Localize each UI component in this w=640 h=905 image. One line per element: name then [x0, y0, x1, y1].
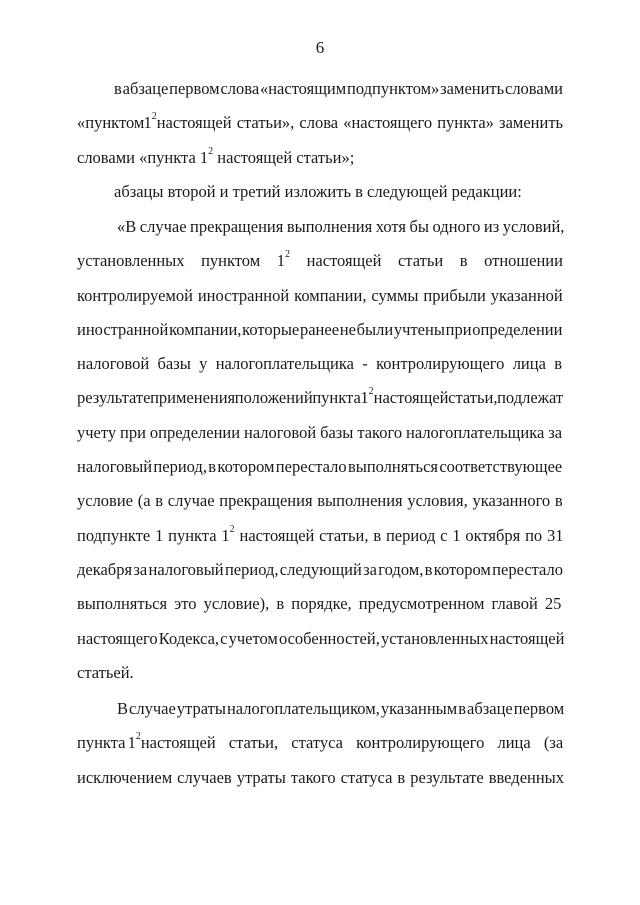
text-run: «пунктом 1 — [77, 113, 152, 133]
text-run: 1 — [276, 251, 285, 271]
superscript: 2 — [229, 523, 235, 535]
paragraph-amendment-words — [77, 72, 563, 175]
text-run: результате применения положений пункта 1 — [77, 388, 369, 408]
paragraph-paragraphs-restated — [77, 175, 563, 209]
text-run: настоящей статьи, подлежат — [373, 388, 564, 408]
superscript: 2 — [151, 111, 157, 123]
superscript: 2 — [208, 145, 214, 157]
text-line — [77, 72, 563, 106]
word: пунктом — [201, 251, 261, 271]
word: установленных — [77, 251, 185, 271]
text-run: пункта 1 — [77, 733, 136, 753]
text-line: иностранной компании, которые ранее не были учтены при определении — [77, 319, 563, 339]
text-run: подпункте 1 пункта 1 — [77, 525, 230, 545]
word: статьи — [397, 251, 444, 271]
text-line: условие (а в случае прекращения выполнения условия, указанного в — [77, 491, 563, 511]
word: настоящей — [306, 251, 382, 271]
paragraph-quoted-text — [77, 210, 563, 690]
text-line: налоговый период, в котором перестало выполняться соответствующее — [77, 457, 563, 477]
superscript: 2 — [135, 731, 141, 743]
text-fragment: настоящей статьи», слова «настоящего пункта» заменить — [156, 113, 564, 133]
text-line: В случае утраты налогоплательщиком, указанным в абзаце первом — [117, 699, 565, 718]
text-fragment: настоящей статьи, статуса контролирующего лица (за — [140, 733, 564, 753]
page-number: 6 — [315, 38, 325, 57]
text-line: абзацы второй и третий изложить в следующей редакции: — [114, 182, 522, 201]
word — [277, 244, 290, 278]
superscript: 2 — [285, 249, 290, 261]
text-line: налоговой базы у налогоплательщика - контролирующего лица в — [77, 354, 563, 374]
text-line — [77, 726, 563, 760]
text-line: контролируемой иностранной компании, суммы прибыли указанной — [77, 285, 563, 305]
text-line — [77, 519, 563, 553]
superscript: 2 — [368, 386, 374, 398]
text-line: декабря за налоговый период, следующий за годом, в котором перестало — [77, 559, 564, 579]
text-fragment — [77, 106, 157, 140]
text-line: исключением случаев утраты такого статуса в результате введенных — [77, 767, 565, 787]
text-line — [77, 244, 563, 278]
text-line: настоящего Кодекса, с учетом особенностей, установленных настоящей — [77, 628, 565, 648]
text-line: учету при определении налоговой базы такого налогоплательщика за — [77, 422, 563, 442]
text-line — [77, 106, 563, 140]
text-line — [77, 210, 563, 244]
text-fragment: в абзаце первом слова «настоящим подпунктом» заменить словами — [114, 79, 563, 98]
word: отношении — [484, 251, 563, 271]
text-run: словами «пункта 1 — [77, 147, 209, 167]
text-line — [77, 381, 563, 415]
word: в — [459, 251, 468, 271]
text-run: настоящей статьи, в период с 1 октября по 31 — [239, 525, 564, 545]
text-line: статьей. — [77, 662, 134, 682]
text-line: выполняться это условие), в порядке, предусмотренном главой 25 — [77, 594, 562, 614]
text-line — [77, 141, 563, 175]
text-fragment — [77, 726, 141, 760]
text-run: настоящей статьи»; — [217, 147, 355, 167]
paragraph-loss-of-status — [77, 692, 563, 795]
text-fragment: «В случае прекращения выполнения хотя бы одного из условий, — [117, 217, 565, 236]
